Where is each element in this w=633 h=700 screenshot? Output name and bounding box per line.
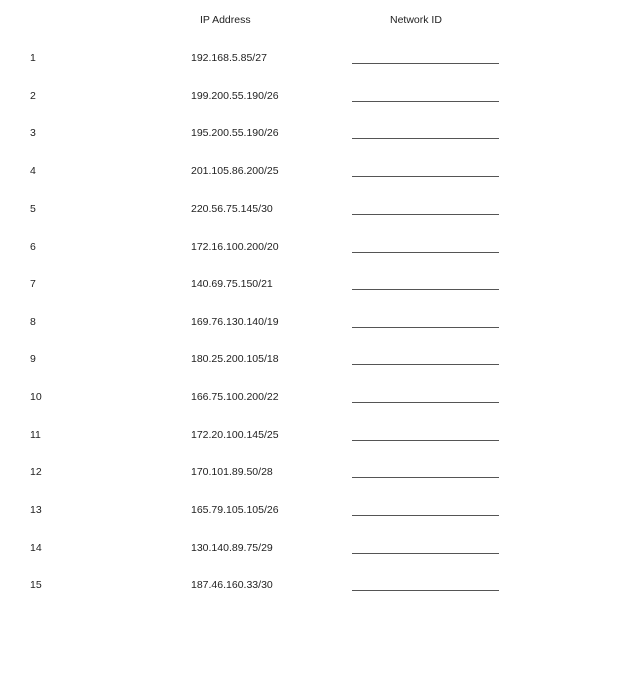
table-row: [0, 353, 633, 369]
ip-address-header: IP Address: [200, 14, 251, 26]
table-row: [0, 278, 633, 294]
network-id-answer-line[interactable]: [352, 477, 499, 478]
ip-address-value: 201.105.86.200/25: [191, 165, 279, 177]
table-row: [0, 429, 633, 445]
row-number: 11: [30, 429, 41, 441]
table-row: [0, 203, 633, 219]
table-row: [0, 466, 633, 482]
row-number: 14: [30, 542, 42, 554]
network-id-answer-line[interactable]: [352, 63, 499, 64]
ip-address-value: 195.200.55.190/26: [191, 127, 279, 139]
row-number: 2: [30, 90, 36, 102]
ip-address-value: 187.46.160.33/30: [191, 579, 273, 591]
ip-address-value: 180.25.200.105/18: [191, 353, 279, 365]
table-row: [0, 316, 633, 332]
network-id-answer-line[interactable]: [352, 289, 499, 290]
table-row: [0, 52, 633, 68]
table-row: [0, 127, 633, 143]
row-number: 10: [30, 391, 42, 403]
network-id-answer-line[interactable]: [352, 590, 499, 591]
row-number: 4: [30, 165, 36, 177]
network-id-answer-line[interactable]: [352, 402, 499, 403]
row-number: 5: [30, 203, 36, 215]
ip-address-value: 199.200.55.190/26: [191, 90, 279, 102]
row-number: 6: [30, 241, 36, 253]
row-number: 12: [30, 466, 42, 478]
row-number: 1: [30, 52, 36, 64]
row-number: 13: [30, 504, 42, 516]
row-number: 15: [30, 579, 42, 591]
table-row: [0, 241, 633, 257]
table-row: [0, 391, 633, 407]
network-id-answer-line[interactable]: [352, 101, 499, 102]
ip-address-value: 170.101.89.50/28: [191, 466, 273, 478]
ip-address-value: 130.140.89.75/29: [191, 542, 273, 554]
ip-address-value: 220.56.75.145/30: [191, 203, 273, 215]
table-row: [0, 542, 633, 558]
table-row: [0, 165, 633, 181]
ip-address-value: 165.79.105.105/26: [191, 504, 279, 516]
row-number: 9: [30, 353, 36, 365]
ip-address-value: 169.76.130.140/19: [191, 316, 279, 328]
network-id-answer-line[interactable]: [352, 138, 499, 139]
network-id-answer-line[interactable]: [352, 515, 499, 516]
row-number: 3: [30, 127, 36, 139]
table-row: [0, 579, 633, 595]
table-row: [0, 90, 633, 106]
row-number: 7: [30, 278, 36, 290]
ip-address-value: 172.16.100.200/20: [191, 241, 279, 253]
table-row: [0, 504, 633, 520]
ip-address-value: 172.20.100.145/25: [191, 429, 279, 441]
ip-address-value: 166.75.100.200/22: [191, 391, 279, 403]
network-id-answer-line[interactable]: [352, 327, 499, 328]
network-id-header: Network ID: [390, 14, 442, 26]
ip-address-value: 140.69.75.150/21: [191, 278, 273, 290]
network-id-answer-line[interactable]: [352, 364, 499, 365]
network-id-answer-line[interactable]: [352, 440, 499, 441]
row-number: 8: [30, 316, 36, 328]
ip-address-value: 192.168.5.85/27: [191, 52, 267, 64]
network-id-answer-line[interactable]: [352, 176, 499, 177]
network-id-answer-line[interactable]: [352, 252, 499, 253]
network-id-answer-line[interactable]: [352, 214, 499, 215]
network-id-answer-line[interactable]: [352, 553, 499, 554]
